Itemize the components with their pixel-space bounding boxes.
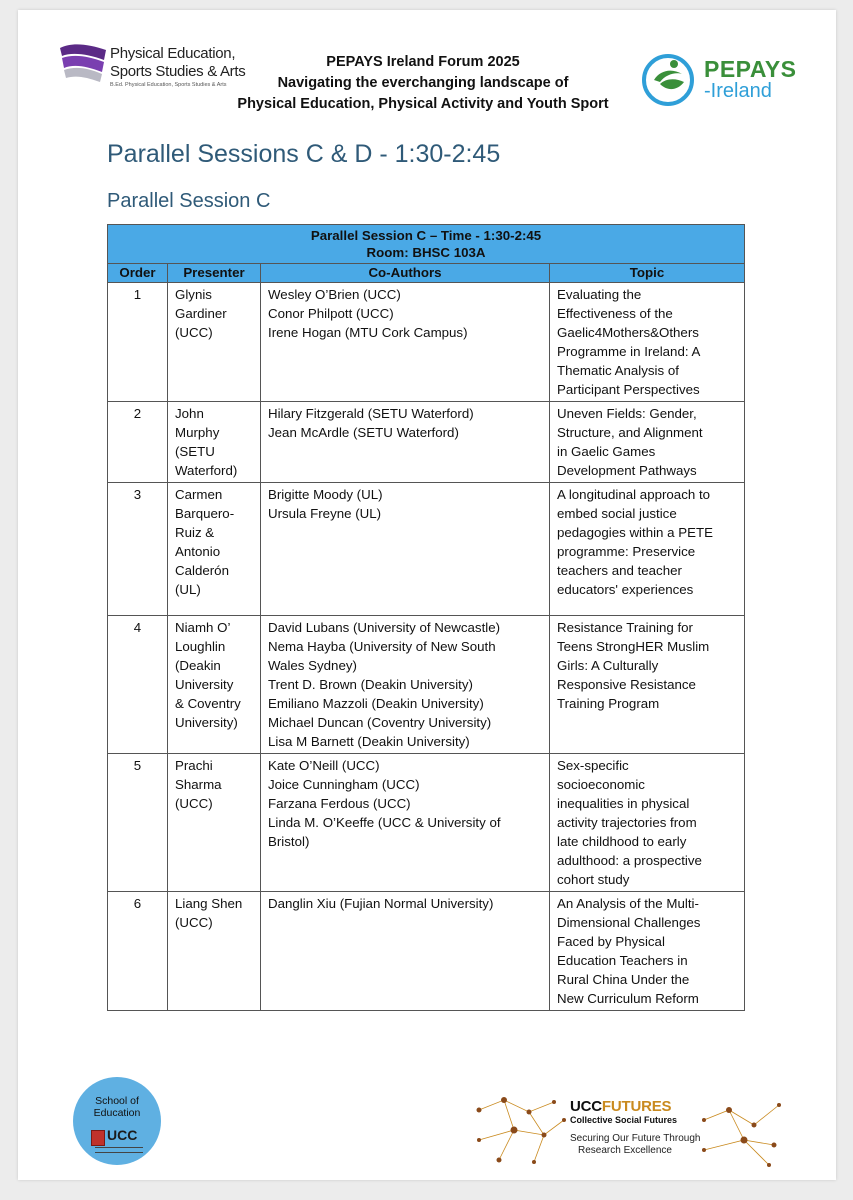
cell-presenter	[168, 754, 261, 892]
cell-presenter-line: Ruiz &	[175, 525, 215, 540]
cell-presenter	[168, 616, 261, 754]
forum-subtitle-1: Navigating the everchanging landscape of	[277, 75, 569, 91]
cell-presenter-line: Murphy	[175, 425, 220, 440]
column-header-topic: Topic	[550, 264, 745, 283]
cell-topic-line: Sex-specific	[557, 758, 629, 773]
cell-coauthors	[261, 892, 550, 1011]
cell-order: 4	[108, 616, 168, 754]
cell-coauthors-line: Irene Hogan (MTU Cork Campus)	[268, 325, 468, 340]
cell-coauthors	[261, 283, 550, 402]
cell-topic-line: Structure, and Alignment	[557, 425, 703, 440]
table-row	[108, 616, 745, 754]
cell-coauthors-line: Emiliano Mazzoli (Deakin University)	[268, 696, 484, 711]
pess-logo-line3: B.Ed. Physical Education, Sports Studies & Arts	[110, 82, 227, 88]
cell-topic-line: inequalities in physical	[557, 796, 690, 811]
table-row	[108, 892, 745, 1011]
session-time: Parallel Session C – Time - 1:30-2:45	[310, 228, 542, 243]
cell-coauthors-line: Conor Philpott (UCC)	[268, 306, 394, 321]
forum-subtitle-2: Physical Education, Physical Activity and Youth Sport	[237, 96, 609, 112]
cell-presenter	[168, 483, 261, 616]
futures-title-futures: FUTURES	[601, 1098, 672, 1115]
cell-coauthors	[261, 402, 550, 483]
column-header-coauthors: Co-Authors	[261, 264, 550, 283]
cell-topic-line: Effectiveness of the	[557, 306, 673, 321]
cell-presenter-line: (UCC)	[175, 796, 213, 811]
cell-presenter-line: Glynis	[175, 287, 212, 302]
cell-topic-line: Education Teachers in	[557, 953, 688, 968]
cell-coauthors-line: Danglin Xiu (Fujian Normal University)	[268, 896, 494, 911]
table-row	[108, 283, 745, 402]
cell-coauthors-line: Ursula Freyne (UL)	[268, 506, 382, 521]
cell-coauthors-line: Nema Hayba (University of New South	[268, 639, 496, 654]
futures-title	[570, 1098, 671, 1115]
cell-topic-line: Development Pathways	[557, 463, 697, 478]
cell-presenter-line: Niamh O’	[175, 620, 231, 635]
cell-topic-line: Training Program	[557, 696, 660, 711]
pepays-logo-line2: -Ireland	[704, 80, 772, 102]
futures-title-ucc: UCC	[570, 1098, 602, 1115]
cell-presenter-line: Waterford)	[175, 463, 238, 478]
cell-coauthors-line: Farzana Ferdous (UCC)	[268, 796, 411, 811]
cell-coauthors-line: Kate O’Neill (UCC)	[268, 758, 380, 773]
cell-topic-line: teachers and teacher	[557, 563, 682, 578]
cell-topic-line: A longitudinal approach to	[557, 487, 711, 502]
cell-topic	[550, 754, 745, 892]
futures-tagline-2: Research Excellence	[578, 1145, 672, 1156]
ireland-map-icon	[640, 50, 700, 110]
cell-topic-line: Evaluating the	[557, 287, 642, 302]
cell-presenter-line: University	[175, 677, 234, 692]
cell-coauthors-line: Brigitte Moody (UL)	[268, 487, 383, 502]
cell-coauthors	[261, 616, 550, 754]
cell-topic	[550, 892, 745, 1011]
cell-presenter-line: Prachi	[175, 758, 213, 773]
cell-topic-line: Gaelic4Mothers&Others	[557, 325, 699, 340]
cell-topic-line: adulthood: a prospective	[557, 853, 702, 868]
futures-tagline-1: Securing Our Future Through	[570, 1133, 701, 1144]
table-header-row	[108, 264, 745, 283]
cell-order: 6	[108, 892, 168, 1011]
cell-coauthors-line: Wesley O’Brien (UCC)	[268, 287, 401, 302]
cell-topic	[550, 402, 745, 483]
document-page	[18, 10, 836, 1180]
futures-subtitle: Collective Social Futures	[570, 1115, 678, 1125]
cell-presenter-line: (UL)	[175, 582, 201, 597]
ucc-crest-icon	[91, 1130, 105, 1146]
cell-topic-line: embed social justice	[557, 506, 677, 521]
cell-topic-line: Programme in Ireland: A	[557, 344, 701, 359]
cell-order: 3	[108, 483, 168, 616]
cell-presenter-line: Loughlin	[175, 639, 226, 654]
cell-topic-line: Thematic Analysis of	[557, 363, 679, 378]
cell-presenter	[168, 892, 261, 1011]
forum-title: PEPAYS Ireland Forum 2025	[326, 54, 520, 70]
session-room: Room: BHSC 103A	[366, 245, 486, 260]
cell-presenter-line: Liang Shen	[175, 896, 243, 911]
forum-title-block	[198, 52, 648, 115]
cell-coauthors-line: Trent D. Brown (Deakin University)	[268, 677, 473, 692]
cell-presenter-line: (SETU	[175, 444, 215, 459]
cell-topic-line: Rural China Under the	[557, 972, 690, 987]
cell-presenter-line: (Deakin	[175, 658, 221, 673]
table-row	[108, 754, 745, 892]
cell-coauthors	[261, 483, 550, 616]
cell-order: 2	[108, 402, 168, 483]
page-title: Parallel Sessions C & D - 1:30-2:45	[107, 140, 501, 168]
cell-presenter	[168, 283, 261, 402]
school-logo-ucc: UCC	[107, 1127, 138, 1143]
session-table	[107, 224, 745, 1011]
cell-presenter-line: Carmen	[175, 487, 223, 502]
cell-topic-line: cohort study	[557, 872, 630, 887]
cell-topic	[550, 283, 745, 402]
cell-topic-line: Uneven Fields: Gender,	[557, 406, 697, 421]
cell-presenter-line: Gardiner	[175, 306, 227, 321]
cell-topic	[550, 616, 745, 754]
cell-topic-line: An Analysis of the Multi-	[557, 896, 699, 911]
table-band-row	[108, 225, 745, 264]
cell-topic-line: activity trajectories from	[557, 815, 697, 830]
cell-coauthors	[261, 754, 550, 892]
ucc-futures-logo	[474, 1090, 784, 1170]
cell-topic-line: socioeconomic	[557, 777, 645, 792]
cell-presenter	[168, 402, 261, 483]
table-row	[108, 402, 745, 483]
cell-coauthors-line: Michael Duncan (Coventry University)	[268, 715, 492, 730]
cell-presenter-line: University)	[175, 715, 238, 730]
cell-topic-line: New Curriculum Reform	[557, 991, 699, 1006]
school-of-education-logo	[73, 1077, 161, 1165]
cell-topic-line: Responsive Resistance	[557, 677, 696, 692]
cell-coauthors-line: Wales Sydney)	[268, 658, 357, 673]
cell-coauthors-line: Lisa M Barnett (Deakin University)	[268, 734, 470, 749]
column-header-order: Order	[108, 264, 168, 283]
cell-presenter-line: (UCC)	[175, 915, 213, 930]
cell-coauthors-line: Joice Cunningham (UCC)	[268, 777, 420, 792]
network-graphic-right-icon	[699, 1090, 784, 1170]
cell-presenter-line: Barquero-	[175, 506, 235, 521]
column-header-presenter: Presenter	[168, 264, 261, 283]
pepays-logo-line1: PEPAYS	[704, 56, 797, 82]
cell-topic-line: in Gaelic Games	[557, 444, 656, 459]
cell-order: 1	[108, 283, 168, 402]
cell-coauthors-line: Jean McArdle (SETU Waterford)	[268, 425, 459, 440]
school-logo-line1: School of	[95, 1095, 139, 1107]
cell-presenter-line: (UCC)	[175, 325, 213, 340]
cell-topic	[550, 483, 745, 616]
cell-presenter-line: Calderón	[175, 563, 229, 578]
table-band	[108, 225, 745, 264]
pess-logo-line1: Physical Education,	[110, 45, 236, 62]
section-title: Parallel Session C	[107, 190, 271, 212]
table-body	[108, 283, 745, 1011]
ribbon-icon	[58, 42, 110, 84]
cell-topic-line: programme: Preservice	[557, 544, 696, 559]
cell-topic-line: Faced by Physical	[557, 934, 665, 949]
table-row	[108, 483, 745, 616]
cell-topic-line: late childhood to early	[557, 834, 687, 849]
pepays-logo	[640, 50, 797, 112]
cell-topic-line: Participant Perspectives	[557, 382, 700, 397]
cell-presenter-line: Antonio	[175, 544, 221, 559]
school-logo-line2: Education	[93, 1107, 141, 1119]
cell-topic-line: Girls: A Culturally	[557, 658, 659, 673]
cell-coauthors-line: Bristol)	[268, 834, 310, 849]
cell-topic-line: Dimensional Challenges	[557, 915, 701, 930]
cell-topic-line: Resistance Training for	[557, 620, 693, 635]
pess-logo-line2: Sports Studies & Arts	[110, 63, 246, 80]
cell-coauthors-line: David Lubans (University of Newcastle)	[268, 620, 501, 635]
cell-topic-line: Teens StrongHER Muslim	[557, 639, 710, 654]
cell-coauthors-line: Linda M. O’Keeffe (UCC & University of	[268, 815, 501, 830]
cell-presenter-line: & Coventry	[175, 696, 241, 711]
cell-topic-line: pedagogies within a PETE	[557, 525, 713, 540]
cell-topic-line: educators' experiences	[557, 582, 694, 597]
network-graphic-icon	[474, 1090, 569, 1170]
cell-coauthors-line: Hilary Fitzgerald (SETU Waterford)	[268, 406, 474, 421]
divider	[95, 1147, 143, 1153]
cell-presenter-line: Sharma	[175, 777, 222, 792]
cell-order: 5	[108, 754, 168, 892]
cell-presenter-line: John	[175, 406, 204, 421]
